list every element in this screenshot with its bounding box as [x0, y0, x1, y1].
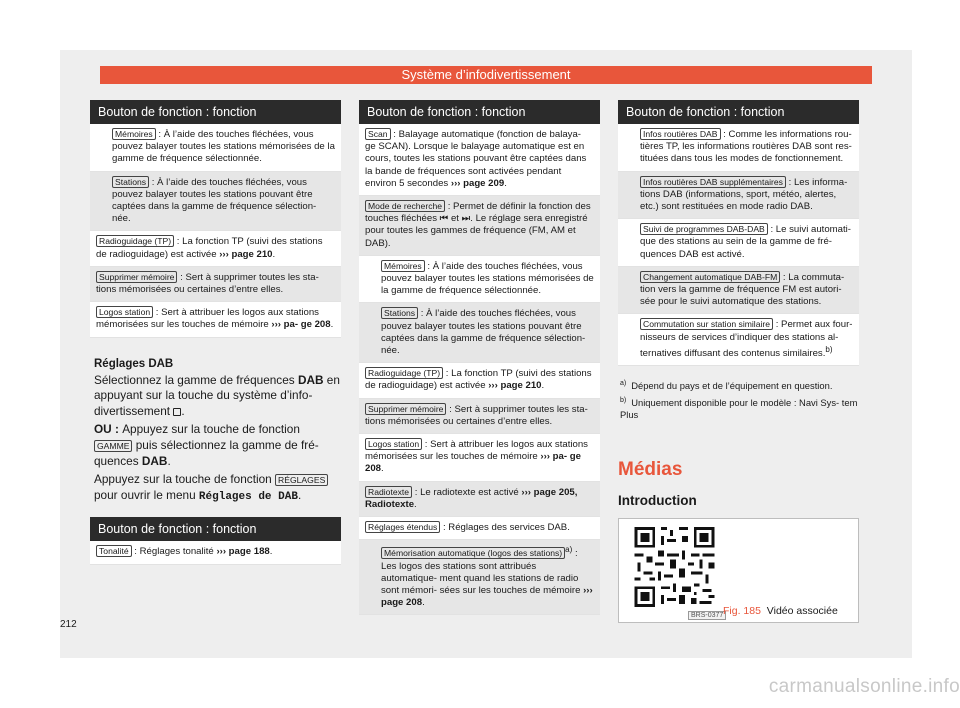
text: Sélectionnez la gamme de fréquences	[94, 372, 298, 387]
table-row	[90, 267, 341, 302]
row-text-end: .	[414, 498, 417, 510]
text: pour ouvrir le menu	[94, 487, 199, 502]
figure-caption	[723, 605, 838, 617]
table-row	[618, 172, 859, 220]
row-text: : Les logos des stations sont attribués automatique- ment quand les stations de radio sont mémori- sées sur les touches de mémoire	[381, 548, 584, 597]
function-key-tag: RÉGLAGES	[275, 474, 328, 486]
footnote-text: Dépend du pays et de l’équipement en question.	[631, 380, 833, 392]
table-row	[359, 540, 600, 615]
row-text: : Les informa- tions DAB (informations, sport, météo, alertes, etc.) sont restituées en mode radio DAB.	[640, 176, 848, 213]
footnote-mark: b)	[620, 397, 627, 405]
watermark: carmanualsonline.info	[768, 676, 960, 697]
figure-label: Fig. 185	[723, 605, 761, 618]
paragraph: OU : Appuyez sur la touche de fonction GAMME puis sélectionnez la gamme de fré- quences DAB.	[94, 422, 319, 468]
page-reference[interactable]: ››› page 205, Radiotexte	[365, 486, 578, 510]
page-reference[interactable]: ››› page 210	[219, 248, 273, 260]
figure-caption-text: Vidéo associée	[766, 605, 838, 618]
row-text: : Sert à supprimer toutes les sta- tions mémorisées ou certaines d’entre elles.	[365, 403, 588, 427]
table-row	[90, 124, 341, 172]
function-key-tag: Suivi de programmes DAB-DAB	[640, 223, 768, 235]
page-reference[interactable]: ››› page 208	[381, 585, 593, 609]
row-text: : Sert à attribuer les logos aux stations mémorisées sur les touches de mémoire	[365, 439, 588, 463]
text: en appuyant sur la touche du système d’info- divertissement	[94, 372, 340, 418]
page-title: Système d’infodivertissement	[100, 66, 872, 84]
qr-code-icon[interactable]	[627, 524, 722, 610]
figure-code: BRS-0377	[688, 611, 726, 620]
function-key-tag: Logos station	[96, 306, 153, 318]
table-heading: Bouton de fonction : fonction	[359, 100, 600, 124]
function-key-tag: Mémorisation automatique (logos des stations)	[381, 547, 565, 559]
table-row	[90, 172, 341, 232]
function-key-tag: Mémoires	[112, 128, 156, 140]
row-text: : À l’aide des touches fléchées, vous pouvez balayer toutes les stations pouvant être captées dans la gamme de fréquence sélection- née.	[381, 308, 586, 357]
row-text: : À l’aide des touches fléchées, vous pouvez balayer toutes les stations mémorisées de la gamme de fréquence sélectionnée.	[112, 129, 335, 165]
table-heading: Bouton de fonction : fonction	[90, 100, 341, 124]
table-row	[359, 434, 600, 482]
function-table	[90, 541, 341, 564]
paragraph: Appuyez sur la touche de fonction RÉGLAGES pour ouvrir le menu Réglages de DAB.	[94, 472, 341, 505]
radio-icon	[173, 408, 181, 416]
row-text: : Permet aux four- nisseurs de services d’indiquer des stations al- ternatives diffusant des contenus similaires.	[640, 319, 853, 360]
row-text: : Comme les informations rou- tières TP, les informations routières DAB sont res- tituées dans tous les modes de fonctionnement.	[640, 129, 852, 165]
figure	[618, 518, 859, 623]
row-text: : La fonction TP (suivi des stations de radioguidage) est activée	[96, 236, 323, 260]
function-key-tag: Logos station	[365, 438, 422, 450]
column-2	[359, 100, 600, 615]
row-text-end: .	[330, 319, 334, 331]
row-text: : Le radiotexte est activé	[412, 486, 522, 498]
function-key-tag: Radiotexte	[365, 486, 412, 498]
function-key-tag: Infos routières DAB	[640, 128, 721, 140]
table-heading: Bouton de fonction : fonction	[90, 517, 341, 541]
page-reference[interactable]: ››› pa- ge 208	[271, 319, 331, 331]
table-row	[359, 482, 600, 517]
function-key-tag: Scan	[365, 128, 391, 140]
row-text-end: .	[381, 463, 384, 475]
column-1	[90, 100, 341, 565]
function-key-tag: Supprimer mémoire	[365, 403, 446, 415]
paragraph: Sélectionnez la gamme de fréquences DAB en appuyant sur la touche du système d’info- divertissement .	[94, 372, 340, 418]
menu-name: Réglages de DAB	[198, 490, 298, 503]
table-row	[618, 314, 859, 366]
table-row	[359, 363, 600, 398]
section-title: Médias	[618, 459, 683, 481]
function-key-tag: Mode de recherche	[365, 200, 445, 212]
function-key-tag: Infos routières DAB supplémentaires	[640, 176, 786, 188]
row-text: : Sert à supprimer toutes les sta- tions mémorisées ou certaines d’entre elles.	[96, 271, 319, 296]
row-text: : La commuta- tion vers la gamme de fréquence FM est autori- sée pour le suivi automatique des stations.	[640, 271, 845, 308]
table-row	[90, 302, 341, 337]
row-text: : À l’aide des touches fléchées, vous pouvez balayer toutes les stations mémorisées de la gamme de fréquence sélectionnée.	[381, 260, 594, 297]
footnote-text: Uniquement disponible pour le modèle : Navi Sys- tem Plus	[620, 397, 858, 421]
row-text: : Sert à attribuer les logos aux stations mémorisées sur les touches de mémoire	[96, 307, 319, 331]
page-reference[interactable]: ››› page 209	[450, 177, 505, 189]
row-text-end: .	[422, 597, 425, 609]
page-reference[interactable]: ››› page 188	[216, 546, 270, 558]
table-row	[359, 303, 600, 363]
table-row	[90, 541, 341, 564]
table-row	[618, 124, 859, 172]
function-key-tag: Radioguidage (TP)	[96, 235, 174, 247]
page-number: 212	[60, 619, 77, 630]
text-bold: DAB	[141, 453, 168, 468]
row-text: : Réglages tonalité	[131, 546, 217, 558]
table-heading: Bouton de fonction : fonction	[618, 100, 859, 124]
table-row	[359, 196, 600, 256]
page-reference[interactable]: ››› pa- ge 208	[365, 451, 581, 475]
table-row	[618, 267, 859, 315]
row-text: : À l’aide des touches fléchées, vous pouvez balayer toutes les stations pouvant être captées dans la gamme de fréquence sélection- née.	[112, 176, 317, 225]
row-text: : Permet de définir la fonction des touches fléchées ⏮ et ⏭. Le réglage sera enregistré pour toutes les gammes de fréquence (FM, AM et DAB).	[365, 201, 591, 249]
table-row	[359, 256, 600, 304]
text: puis sélectionnez la gamme de fré- quences	[94, 438, 319, 468]
function-key-tag: Stations	[112, 176, 149, 188]
row-text-end: .	[272, 248, 276, 260]
column-3	[618, 100, 859, 623]
table-row	[359, 124, 600, 196]
table-row	[90, 231, 341, 266]
text: Appuyez sur la touche de fonction	[94, 472, 276, 487]
table-row	[359, 399, 600, 434]
footnote-ref: b)	[825, 344, 833, 354]
text-bold: OU :	[94, 422, 123, 437]
row-text: : Balayage automatique (fonction de balaya- ge SCAN). Lorsque le balayage automatique est en cours, toutes les stations pouvant être captées dans la bande de fréquences sont activées pendant environ 5 secondes	[365, 129, 587, 189]
footnote	[618, 395, 859, 421]
function-table	[90, 124, 341, 338]
row-text-end: .	[504, 177, 507, 189]
function-key-tag: Commutation sur station similaire	[640, 318, 773, 330]
function-key-tag: Mémoires	[381, 260, 425, 272]
table-row	[359, 517, 600, 540]
function-table	[359, 124, 600, 615]
text-bold: DAB	[297, 372, 324, 387]
footnotes	[618, 378, 859, 421]
row-text: : Le suivi automati- que des stations au sein de la gamme de fré- quences DAB est activé.	[640, 224, 851, 260]
row-text-end: .	[541, 380, 545, 392]
row-text: : Réglages des services DAB.	[440, 522, 570, 534]
row-text: : La fonction TP (suivi des stations de radioguidage) est activée	[365, 368, 592, 392]
function-key-tag: GAMME	[94, 440, 132, 452]
function-table	[618, 124, 859, 366]
subsection-title: Introduction	[618, 493, 697, 509]
function-key-tag: Changement automatique DAB-FM	[640, 271, 780, 283]
footnote-mark: a)	[620, 380, 627, 388]
function-key-tag: Supprimer mémoire	[96, 271, 177, 283]
function-key-tag: Radioguidage (TP)	[365, 367, 443, 379]
function-key-tag: Tonalité	[96, 545, 132, 557]
page-reference[interactable]: ››› page 210	[488, 380, 542, 392]
footnote-ref: a)	[565, 545, 573, 555]
section-heading-dab: Réglages DAB	[94, 357, 174, 370]
footnote	[618, 378, 859, 392]
function-key-tag: Stations	[381, 307, 418, 319]
row-text-end: .	[269, 546, 273, 558]
text: Appuyez sur la touche de fonction	[122, 422, 300, 437]
function-key-tag: Réglages étendus	[365, 521, 440, 533]
table-row	[618, 219, 859, 267]
